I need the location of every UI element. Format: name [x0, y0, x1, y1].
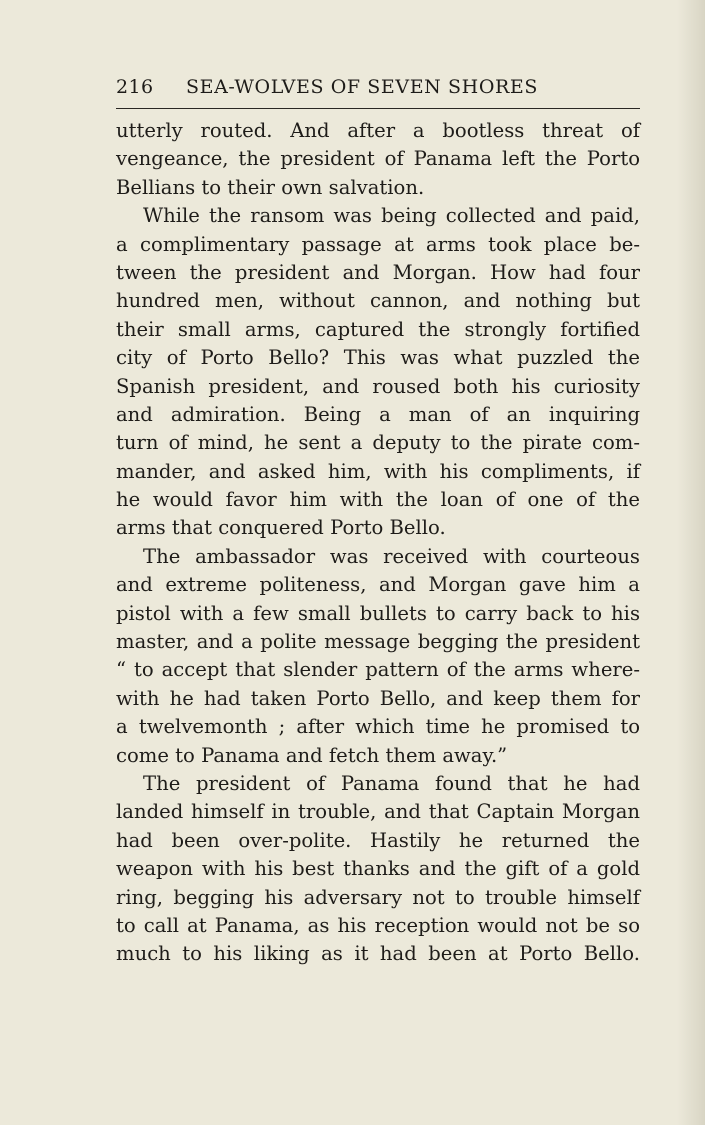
text-line: with he had taken Porto Bello, and keep them for: [116, 686, 640, 710]
text-line: vengeance, the president of Panama left the Porto: [116, 147, 640, 171]
text-line: “ to accept that slender pattern of the arms where-: [116, 658, 640, 682]
text-line: city of Porto Bello? This was what puzzled the: [116, 346, 640, 370]
text-line: The ambassador was received with courteous: [143, 544, 640, 568]
running-title: SEA-WOLVES OF SEVEN SHORES: [186, 76, 538, 98]
text-line: Spanish president, and roused both his curiosity: [116, 374, 640, 398]
text-line: hundred men, without cannon, and nothing but: [116, 289, 640, 313]
text-line: weapon with his best thanks and the gift of a gold: [116, 857, 640, 881]
text-line: While the ransom was being collected and paid,: [143, 204, 640, 228]
page-edge-shadow: [677, 0, 705, 1125]
text-line: pistol with a few small bullets to carry back to his: [116, 601, 640, 625]
header-rule: [116, 108, 640, 109]
text-line: to call at Panama, as his reception would not be so: [116, 913, 640, 937]
text-line: he would favor him with the loan of one of the: [116, 488, 640, 512]
text-line: master, and a polite message begging the president: [116, 630, 640, 654]
text-line: ring, begging his adversary not to trouble himself: [116, 885, 640, 909]
text-line: utterly routed. And after a bootless threat of: [116, 119, 640, 142]
book-page: [116, 76, 640, 969]
text-line: a complimentary passage at arms took place be-: [116, 232, 640, 256]
text-line: their small arms, captured the strongly fortified: [116, 317, 640, 341]
text-line: landed himself in trouble, and that Captain Morgan: [116, 800, 640, 824]
text-line: had been over-polite. Hastily he returned the: [116, 828, 640, 852]
text-line: The president of Panama found that he had: [143, 771, 640, 795]
page-number: 216: [116, 76, 154, 98]
text-line: tween the president and Morgan. How had four: [116, 260, 640, 284]
text-line: much to his liking as it had been at Porto Bello.: [116, 942, 640, 966]
text-line: a twelvemonth ; after which time he promised to: [116, 715, 640, 739]
text-line: Bellians to their own salvation.: [116, 175, 425, 199]
text-line: arms that conquered Porto Bello.: [116, 516, 446, 540]
text-line: and admiration. Being a man of an inquiring: [116, 402, 640, 426]
running-head: [116, 76, 640, 108]
text-line: turn of mind, he sent a deputy to the pirate com-: [116, 431, 640, 455]
text-line: come to Panama and fetch them away.”: [116, 743, 508, 767]
text-line: mander, and asked him, with his compliments, if: [116, 459, 640, 483]
text-line: and extreme politeness, and Morgan gave him a: [116, 573, 640, 597]
body-text: [116, 117, 640, 969]
